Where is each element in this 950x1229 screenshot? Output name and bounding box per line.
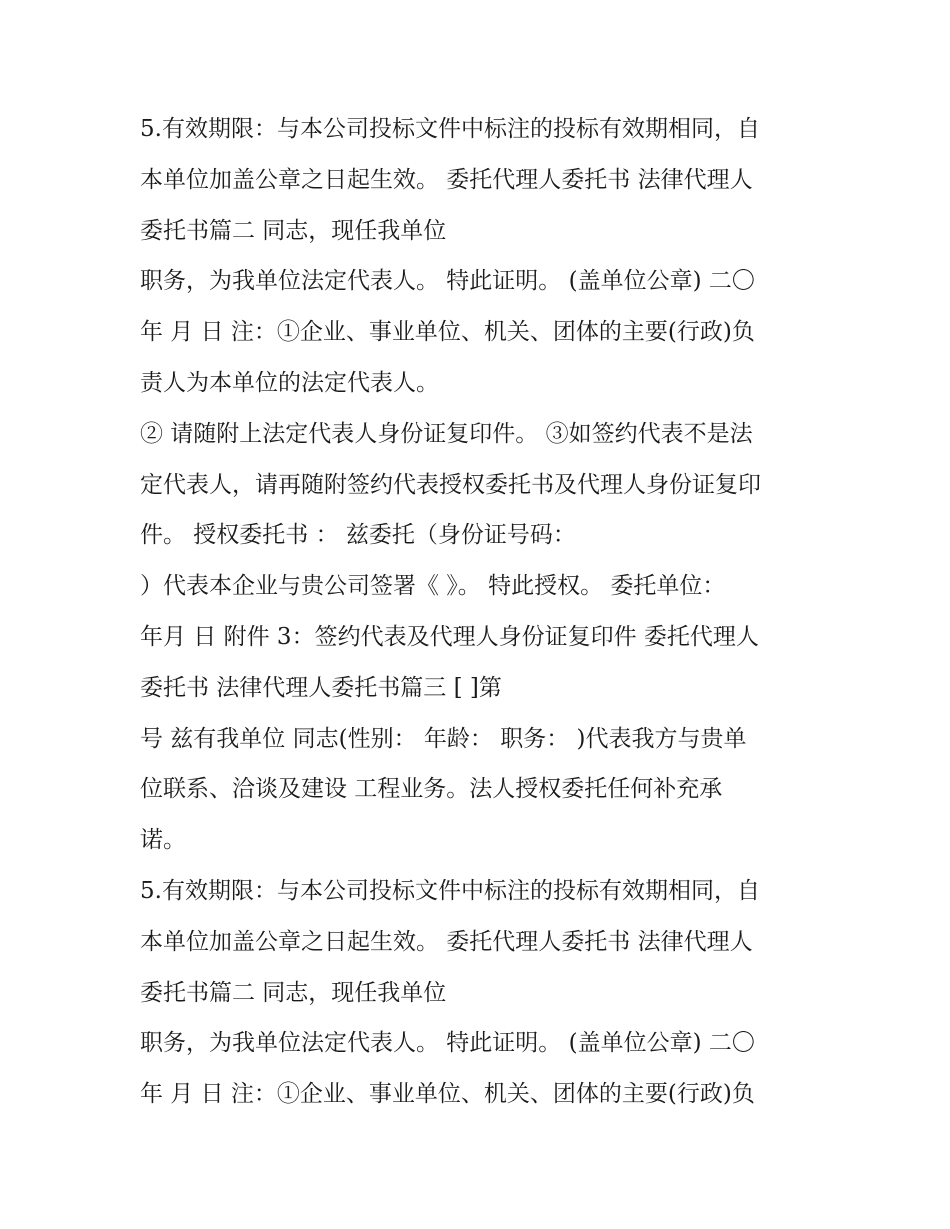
text-line-19: 职务，为我单位法定代表人。 特此证明。 (盖单位公章) 二〇 [140, 1030, 755, 1057]
text-line-13: 号 兹有我单位 同志(性别： 年龄： 职务： )代表我方与贵单 [140, 725, 747, 752]
text-line-11: 年月 日 附件 3：签约代表及代理人身份证复印件 委托代理人 [140, 623, 759, 650]
text-line-14: 位联系、洽谈及建设 工程业务。法人授权委托任何补充承 [140, 776, 723, 803]
text-line-15: 诺。 [140, 827, 186, 854]
text-line-20: 年 月 日 注：①企业、事业单位、机关、团体的主要(行政)负 [140, 1081, 755, 1108]
document-body [140, 104, 830, 1120]
text-line-7: ② 请随附上法定代表人身份证复印件。 ③如签约代表不是法 [140, 420, 753, 447]
text-line-5: 年 月 日 注：①企业、事业单位、机关、团体的主要(行政)负 [140, 319, 755, 346]
text-line-17: 本单位加盖公章之日起生效。 委托代理人委托书 法律代理人 [140, 928, 753, 955]
text-line-9: 件。 授权委托书 ： 兹委托（身份证号码： [140, 522, 576, 549]
text-line-8: 定代表人，请再随附签约代表授权委托书及代理人身份证复印 [140, 471, 761, 498]
text-line-4: 职务，为我单位法定代表人。 特此证明。 (盖单位公章) 二〇 [140, 268, 755, 295]
text-line-6: 责人为本单位的法定代表人。 [140, 369, 439, 396]
text-line-2: 本单位加盖公章之日起生效。 委托代理人委托书 法律代理人 [140, 166, 753, 193]
text-line-3: 委托书篇二 同志，现任我单位 [140, 217, 447, 244]
text-line-10: ）代表本企业与贵公司签署《 》。 特此授权。 委托单位： [140, 573, 726, 600]
text-line-12: 委托书 法律代理人委托书篇三 [ ]第 [140, 674, 502, 701]
text-line-18: 委托书篇二 同志，现任我单位 [140, 979, 447, 1006]
text-line-16: 5.有效期限：与本公司投标文件中标注的投标有效期相同，自 [140, 877, 760, 904]
text-line-1: 5.有效期限：与本公司投标文件中标注的投标有效期相同，自 [140, 116, 760, 142]
